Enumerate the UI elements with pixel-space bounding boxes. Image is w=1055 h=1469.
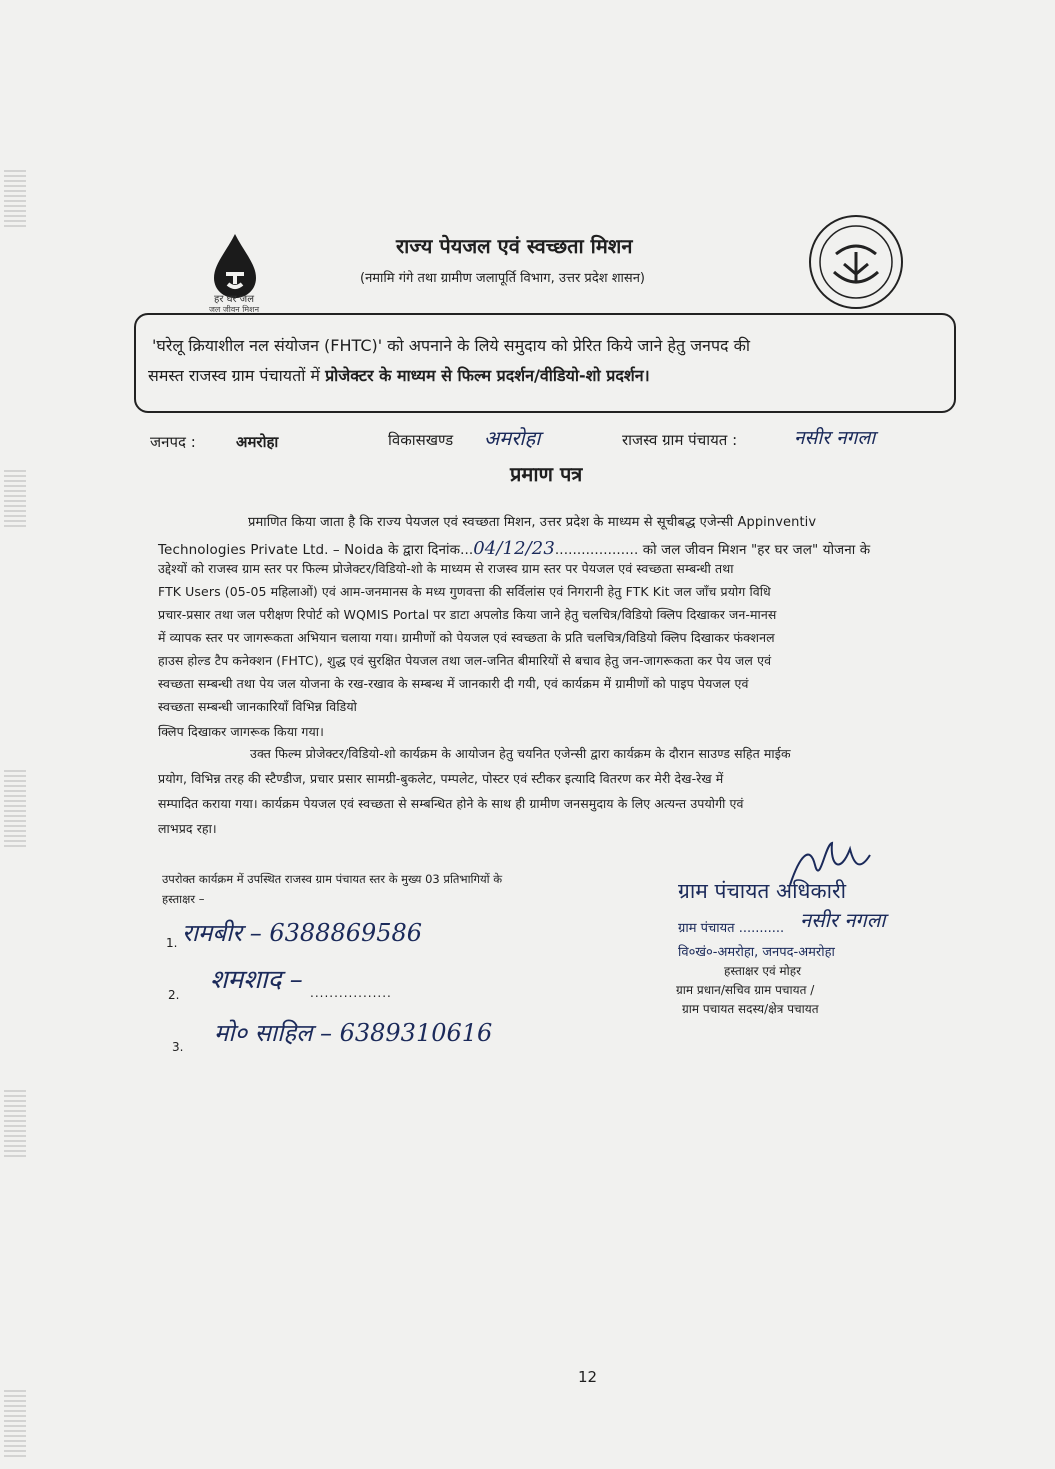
body-line: उक्त फिल्म प्रोजेक्टर/विडियो-शो कार्यक्रम के आयोजन हेतु चयनित एजेन्सी द्वारा कार्यक्रम के दौरान साउण्ड सहित माईक — [250, 746, 791, 761]
body-line: क्लिप दिखाकर जागरूक किया गया। — [158, 724, 324, 739]
body-text: Technologies Private Ltd. – Noida के द्वारा दिनांक... — [158, 542, 474, 558]
scan-noise — [4, 170, 26, 230]
stamp-line: हस्ताक्षर एवं मोहर — [724, 964, 802, 978]
participant-signature: शमशाद – — [210, 965, 303, 995]
district-value: अमरोहा — [236, 433, 279, 451]
district-label: जनपद : — [150, 433, 196, 451]
participant-signature: मो० साहिल – 6389310616 — [214, 1019, 493, 1047]
mission-subtitle: (नमामि गंगे तथा ग्रामीण जलापूर्ति विभाग, उत्तर प्रदेश शासन) — [360, 271, 645, 286]
body-line: प्रमाणित किया जाता है कि राज्य पेयजल एवं स्वच्छता मिशन, उत्तर प्रदेश के माध्यम से सूचीबद्ध एजेन्सी Appinventiv — [248, 515, 817, 530]
body-line: हाउस होल्ड टैप कनेक्शन (FHTC), शुद्ध एवं सुरक्षित पेयजल तथा जल-जनित बीमारियों से बचाव हेतु जन-जागरूकता कर पेय जल एवं — [158, 653, 772, 668]
body-line: लाभप्रद रहा। — [158, 821, 217, 836]
participant-number: 2. — [168, 988, 180, 1002]
dotted-line: ................. — [310, 986, 392, 1000]
page-number: 12 — [578, 1368, 598, 1386]
logo-caption: हर घर जल — [214, 294, 254, 305]
stamp-title: ग्राम पंचायत अधिकारी — [678, 879, 847, 903]
notice-line: 'घरेलू क्रियाशील नल संयोजन (FHTC)' को अपनाने के लिये समुदाय को प्रेरित किये जाने हेतु जनपद की — [152, 336, 751, 355]
body-line: सम्पादित कराया गया। कार्यक्रम पेयजल एवं स्वच्छता से सम्बन्धित होने के साथ ही ग्रामीण जनसमुदाय के लिए अत्यन्त उपयोगी एवं — [158, 796, 744, 811]
scan-noise — [4, 470, 26, 530]
body-line: प्रयोग, विभिन्न तरह की स्टैण्डीज, प्रचार प्रसार सामग्री-बुकलेट, पम्पलेट, पोस्टर एवं स्टीकर इत्यादि वितरण कर मेरी देख-रेख में — [158, 771, 724, 786]
block-label: विकासखण्ड — [388, 431, 454, 449]
notice-line — [148, 364, 650, 386]
panchayat-label: राजस्व ग्राम पंचायत : — [622, 431, 738, 449]
participant-number: 3. — [172, 1040, 184, 1054]
scan-noise — [4, 1390, 26, 1460]
body-line: उद्देश्यों को राजस्व ग्राम स्तर पर फिल्म प्रोजेक्टर/विडियो-शो के माध्यम से राजस्व ग्राम स्तर पर पेयजल एवं स्वच्छता सम्बन्धी तथा — [158, 561, 734, 576]
participants-intro: उपरोक्त कार्यक्रम में उपस्थित राजस्व ग्राम पंचायत स्तर के मुख्य 03 प्रतिभागियों के — [162, 872, 503, 886]
body-line: स्वच्छता सम्बन्धी तथा पेय जल योजना के रख-रखाव के सम्बन्ध में जानकारी दी गयी, एवं कार्यक्रम में ग्रामीणों को पाइप पेयजल एवं — [158, 676, 749, 691]
stamp-line: ग्राम पंचायत ........... — [678, 921, 785, 936]
stamp-line: ग्राम पचायत सदस्य/क्षेत्र पचायत — [682, 1002, 819, 1016]
notice-bold-text: प्रोजेक्टर के माध्यम से फिल्म प्रदर्शन/वीडियो-शो प्रदर्शन। — [325, 366, 650, 385]
panchayat-value: नसीर नगला — [794, 427, 876, 449]
block-value: अमरोहा — [484, 426, 541, 450]
stamp-line: ग्राम प्रधान/सचिव ग्राम पचायत / — [676, 983, 815, 997]
program-date: 04/12/23 — [473, 538, 555, 559]
body-line: में व्यापक स्तर पर जागरूकता अभियान चलाया गया। ग्रामीणों को पेयजल एवं स्वच्छता के प्रति चलचित्र/विडियो क्लिप दिखाकर फंक्शनल — [158, 630, 775, 645]
body-line — [158, 538, 870, 559]
body-line: स्वच्छता सम्बन्धी जानकारियाँ विभिन्न विडियो — [158, 699, 357, 714]
participant-number: 1. — [166, 936, 178, 950]
body-text: ................... को जल जीवन मिशन "हर घर जल" योजना के — [554, 542, 871, 558]
participants-intro: हस्ताक्षर – — [162, 892, 205, 906]
mission-title: राज्य पेयजल एवं स्वच्छता मिशन — [396, 234, 633, 258]
scan-noise — [4, 1090, 26, 1160]
body-line: प्रचार-प्रसार तथा जल परीक्षण रिपोर्ट को WQMIS Portal पर डाटा अपलोड किया जाने हेतु चलचित्र/विडियो क्लिप दिखाकर जन-मानस — [158, 607, 777, 622]
scan-noise — [4, 770, 26, 850]
notice-box — [134, 313, 956, 413]
document-title: प्रमाण पत्र — [510, 462, 583, 486]
participant-signature: रामबीर – 6388869586 — [182, 919, 423, 947]
notice-text: समस्त राजस्व ग्राम पंचायतों में — [148, 366, 326, 385]
stamp-line: वि०खं०-अमरोहा, जनपद-अमरोहा — [678, 945, 835, 960]
logo-caption: जल जीवन मिशन — [208, 305, 260, 314]
up-government-seal-icon — [806, 212, 906, 312]
body-line: FTK Users (05-05 महिलाओं) एवं आम-जनमानस के मध्य गुणवत्ता की सर्विलांस एवं निगरानी हेतु FTK Kit जल जाँच प्रयोग विधि — [158, 584, 771, 599]
stamp-panchayat-name: नसीर नगला — [800, 908, 886, 932]
